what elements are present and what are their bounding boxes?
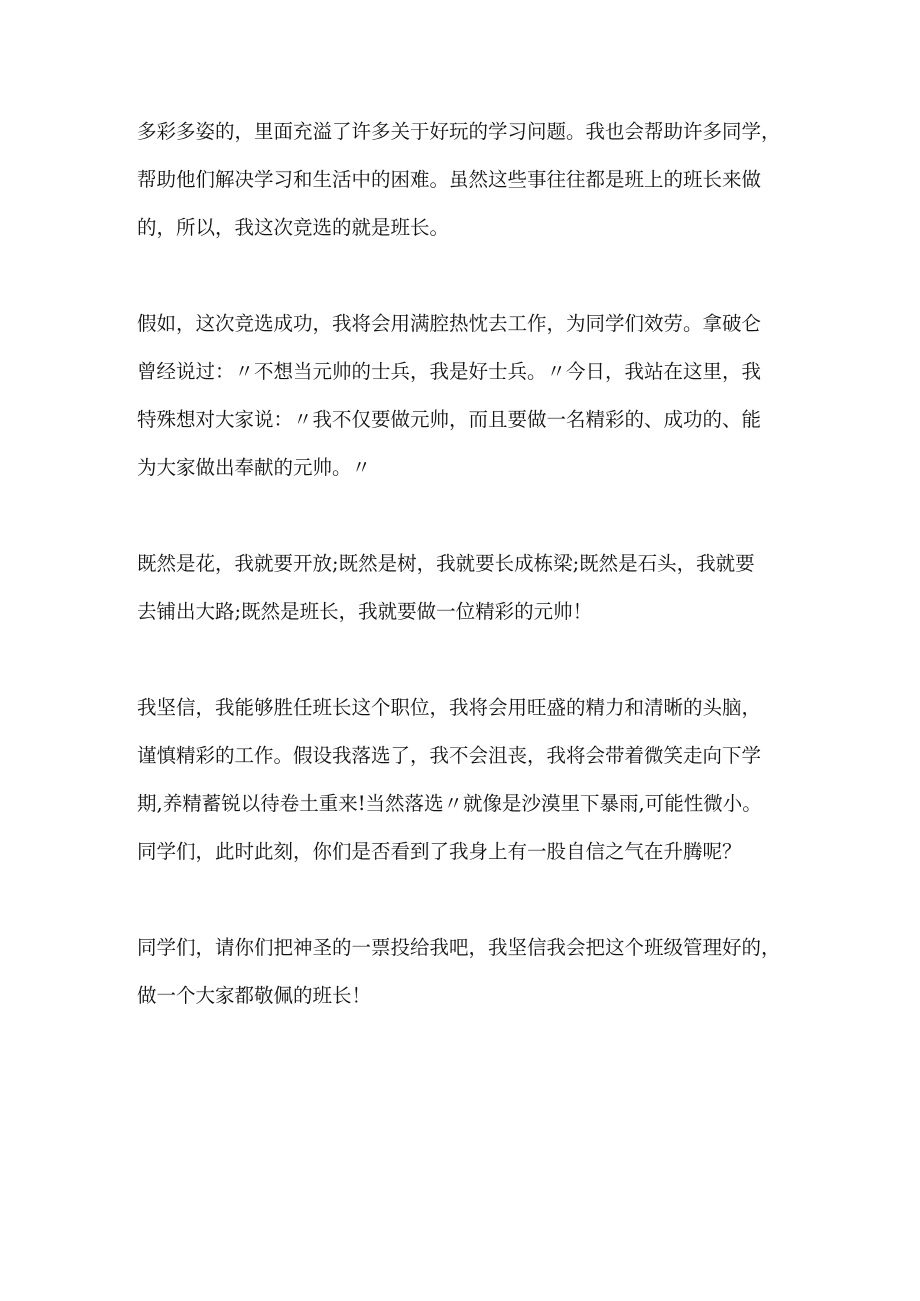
paragraph-line: 期,养精蓄锐以待卷土重来!当然落选〃就像是沙漠里下暴雨,可能性微小。 xyxy=(137,792,762,815)
paragraph-2 xyxy=(137,300,797,492)
paragraph-line: 同学们，此时此刻，你们是否看到了我身上有一股自信之气在升腾呢？ xyxy=(137,840,742,863)
paragraph-5 xyxy=(137,924,797,1020)
paragraph-line: 去铺出大路;既然是班长，我就要做一位精彩的元帅！ xyxy=(137,600,593,623)
paragraph-line: 同学们，请你们把神圣的一票投给我吧，我坚信我会把这个班级管理好的， xyxy=(137,936,781,959)
paragraph-line: 特殊想对大家说：〃我不仅要做元帅，而且要做一名精彩的、成功的、能 xyxy=(137,408,762,431)
paragraph-4 xyxy=(137,684,797,876)
paragraph-line: 做一个大家都敬佩的班长！ xyxy=(137,984,372,1007)
paragraph-line: 我坚信，我能够胜任班长这个职位，我将会用旺盛的精力和清晰的头脑， xyxy=(137,696,762,719)
paragraph-3 xyxy=(137,540,797,636)
paragraph-1 xyxy=(137,108,797,252)
paragraph-line: 假如，这次竞选成功，我将会用满腔热忱去工作，为同学们效劳。拿破仑 xyxy=(137,312,762,335)
paragraph-line: 曾经说过：〃不想当元帅的士兵，我是好士兵。〃今日，我站在这里，我 xyxy=(137,360,762,383)
paragraph-line: 的，所以，我这次竞选的就是班长。 xyxy=(137,216,450,239)
paragraph-line: 既然是花，我就要开放;既然是树，我就要长成栋梁;既然是石头，我就要 xyxy=(137,552,755,575)
paragraph-line: 为大家做出奉献的元帅。〃 xyxy=(137,456,372,479)
paragraph-line: 帮助他们解决学习和生活中的困难。虽然这些事往往都是班上的班长来做 xyxy=(137,168,762,191)
paragraph-line: 多彩多姿的，里面充溢了许多关于好玩的学习问题。我也会帮助许多同学， xyxy=(137,120,781,143)
paragraph-line: 谨慎精彩的工作。假设我落选了，我不会沮丧，我将会带着微笑走向下学 xyxy=(137,744,762,767)
